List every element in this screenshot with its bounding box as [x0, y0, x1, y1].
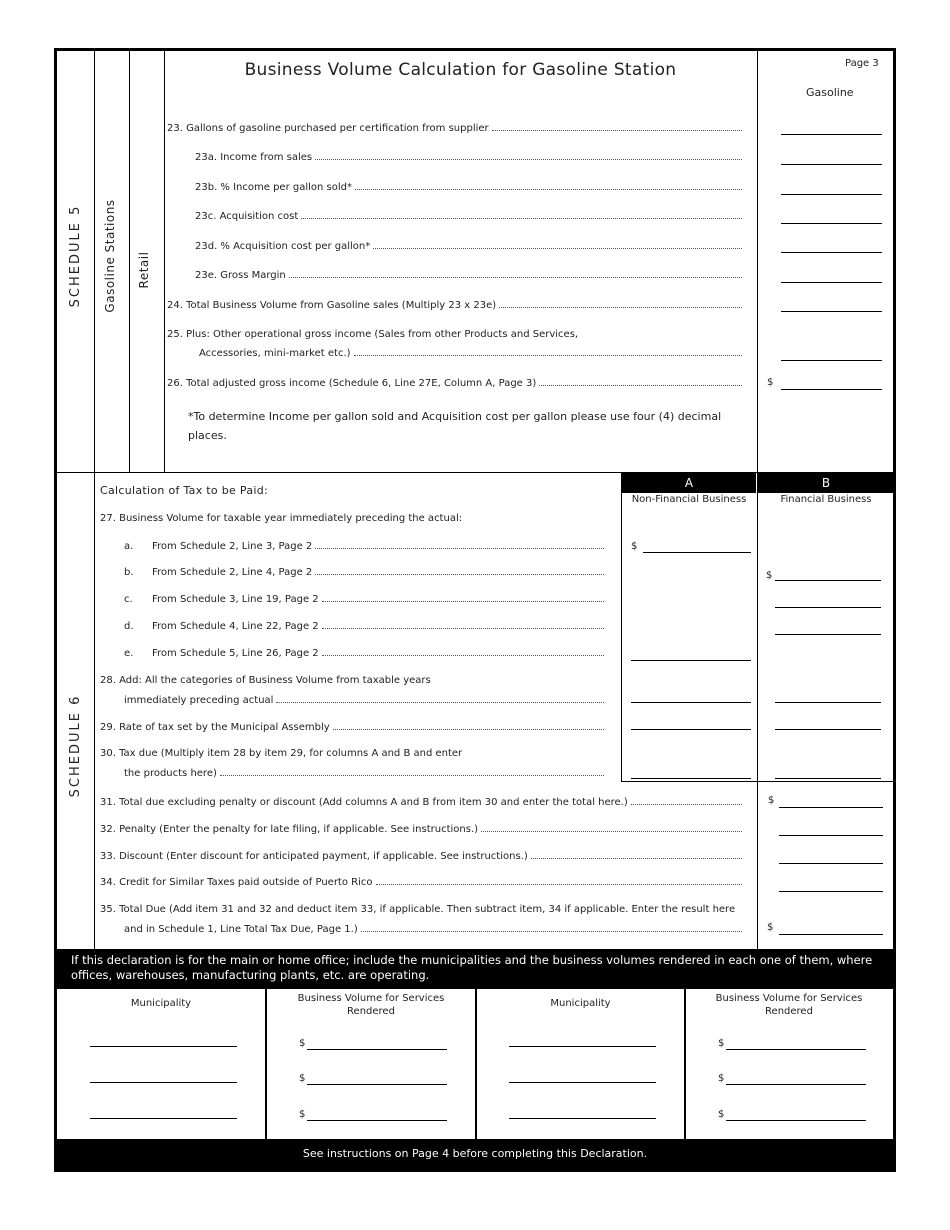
field-29-col-a[interactable]	[631, 729, 751, 730]
municipality-field[interactable]	[509, 1118, 656, 1119]
declaration-note: If this declaration is for the main or home office; include the municipalities and the business volumes rendered in each one of them, where offices, warehouses, manufacturing plants, etc. are operating.	[57, 949, 893, 989]
dollar-sign: $	[768, 795, 775, 806]
line-25: 25. Plus: Other operational gross income (Sales from other Products and Services,	[167, 329, 579, 340]
divider	[164, 51, 165, 472]
gasoline-column-header: Gasoline	[806, 86, 854, 99]
calculation-heading: Calculation of Tax to be Paid:	[100, 484, 269, 497]
line-23a: 23a. Income from sales	[195, 152, 745, 163]
line-27: 27. Business Volume for taxable year immediately preceding the actual:	[100, 513, 463, 524]
field-28-col-a[interactable]	[631, 702, 751, 703]
line-35: 35. Total Due (Add item 31 and 32 and deduct item 33, if applicable. Then subtract item, 34 if applicable. Enter the result here	[100, 904, 736, 915]
divider	[757, 782, 758, 949]
line-30-cont: the products here)	[124, 768, 607, 779]
page-title: Business Volume Calculation for Gasoline Station	[244, 60, 677, 80]
line-27e: From Schedule 5, Line 26, Page 2	[152, 648, 607, 659]
business-volume-header-1: Business Volume for Services Rendered	[297, 993, 445, 1017]
divider	[94, 472, 95, 949]
business-volume-header-2: Business Volume for Services Rendered	[715, 993, 863, 1017]
line-27e-letter: e.	[124, 648, 134, 659]
line-24: 24. Total Business Volume from Gasoline sales (Multiply 23 x 23e)	[167, 300, 745, 311]
decimal-note: *To determine Income per gallon sold and Acquisition cost per gallon please use four (4) decimal places.	[188, 410, 722, 442]
divider	[94, 51, 95, 472]
field-23b[interactable]	[781, 194, 882, 195]
divider	[475, 989, 477, 1139]
line-28: 28. Add: All the categories of Business Volume from taxable years	[100, 675, 431, 686]
line-23d: 23d. % Acquisition cost per gallon*	[195, 241, 745, 252]
field-34[interactable]	[779, 891, 883, 892]
field-27e-col-a[interactable]	[631, 660, 751, 661]
divider	[621, 473, 622, 782]
municipality-header-2: Municipality	[550, 998, 611, 1009]
field-23e[interactable]	[781, 282, 882, 283]
line-27d: From Schedule 4, Line 22, Page 2	[152, 621, 607, 632]
divider	[265, 989, 267, 1139]
dollar-sign: $	[767, 922, 774, 933]
field-29-col-b[interactable]	[775, 729, 881, 730]
line-23b: 23b. % Income per gallon sold*	[195, 182, 745, 193]
field-25[interactable]	[781, 360, 882, 361]
dollar-sign: $	[299, 1038, 306, 1049]
municipality-header-1: Municipality	[130, 998, 192, 1009]
field-27a-col-a[interactable]	[643, 552, 751, 553]
line-31: 31. Total due excluding penalty or discount (Add columns A and B from item 30 and enter the total here.)	[100, 797, 745, 808]
line-25-cont: Accessories, mini-market etc.)	[199, 348, 745, 359]
field-31[interactable]	[779, 807, 883, 808]
business-volume-field[interactable]	[726, 1084, 866, 1085]
dollar-sign: $	[718, 1109, 725, 1120]
line-26: 26. Total adjusted gross income (Schedule 6, Line 27E, Column A, Page 3)	[167, 378, 745, 389]
field-32[interactable]	[779, 835, 883, 836]
divider	[129, 51, 130, 472]
line-33: 33. Discount (Enter discount for anticipated payment, if applicable. See instructions.)	[100, 851, 745, 862]
municipality-field[interactable]	[90, 1082, 237, 1083]
footer-instructions: See instructions on Page 4 before completing this Declaration.	[57, 1139, 893, 1169]
field-23d[interactable]	[781, 252, 882, 253]
line-27d-letter: d.	[124, 621, 134, 632]
dollar-sign: $	[299, 1073, 306, 1084]
line-27b: From Schedule 2, Line 4, Page 2	[152, 567, 607, 578]
divider	[757, 51, 758, 472]
column-b-name: Financial Business	[780, 494, 872, 505]
field-24[interactable]	[781, 311, 882, 312]
field-27b-col-b[interactable]	[775, 580, 881, 581]
page-number: Page 3	[845, 58, 879, 69]
line-23c: 23c. Acquisition cost	[195, 211, 745, 222]
retail-label: Retail	[137, 251, 151, 289]
business-volume-field[interactable]	[307, 1120, 447, 1121]
dollar-sign: $	[631, 541, 638, 552]
field-33[interactable]	[779, 863, 883, 864]
field-23a[interactable]	[781, 164, 882, 165]
line-34: 34. Credit for Similar Taxes paid outside of Puerto Rico	[100, 877, 745, 888]
field-30-col-b[interactable]	[775, 778, 881, 779]
business-volume-field[interactable]	[307, 1084, 447, 1085]
field-35[interactable]	[779, 934, 883, 935]
business-volume-field[interactable]	[307, 1049, 447, 1050]
field-23c[interactable]	[781, 223, 882, 224]
divider	[757, 473, 758, 782]
municipality-field[interactable]	[509, 1046, 656, 1047]
field-26[interactable]	[781, 389, 882, 390]
field-28-col-b[interactable]	[775, 702, 881, 703]
column-a-header: A	[622, 473, 756, 493]
municipality-field[interactable]	[90, 1118, 237, 1119]
line-32: 32. Penalty (Enter the penalty for late filing, if applicable. See instructions.)	[100, 824, 745, 835]
field-23[interactable]	[781, 134, 882, 135]
column-b-header: B	[758, 473, 894, 493]
line-28-cont: immediately preceding actual	[124, 695, 607, 706]
line-35-cont: and in Schedule 1, Line Total Tax Due, Page 1.)	[124, 924, 745, 935]
field-30-col-a[interactable]	[631, 778, 751, 779]
schedule-5-label: SCHEDULE 5	[68, 204, 83, 308]
dollar-sign: $	[718, 1038, 725, 1049]
municipality-field[interactable]	[509, 1082, 656, 1083]
divider	[684, 989, 686, 1139]
business-volume-field[interactable]	[726, 1120, 866, 1121]
gasoline-stations-label: Gasoline Stations	[103, 199, 117, 313]
column-a-name: Non-Financial Business	[631, 494, 747, 505]
field-27c-col-b[interactable]	[775, 607, 881, 608]
line-30: 30. Tax due (Multiply item 28 by item 29, for columns A and B and enter	[100, 748, 463, 759]
line-29: 29. Rate of tax set by the Municipal Assembly	[100, 722, 607, 733]
line-23e: 23e. Gross Margin	[195, 270, 745, 281]
line-23: 23. Gallons of gasoline purchased per certification from supplier	[167, 123, 745, 134]
field-27d-col-b[interactable]	[775, 634, 881, 635]
dollar-sign: $	[718, 1073, 725, 1084]
line-27c-letter: c.	[124, 594, 133, 605]
line-27a: From Schedule 2, Line 3, Page 2	[152, 541, 607, 552]
line-27b-letter: b.	[124, 567, 134, 578]
municipality-field[interactable]	[90, 1046, 237, 1047]
business-volume-field[interactable]	[726, 1049, 866, 1050]
dollar-sign: $	[766, 570, 773, 581]
dollar-sign: $	[767, 377, 774, 388]
line-27a-letter: a.	[124, 541, 134, 552]
dollar-sign: $	[299, 1109, 306, 1120]
schedule-6-label: SCHEDULE 6	[68, 694, 83, 798]
line-27c: From Schedule 3, Line 19, Page 2	[152, 594, 607, 605]
